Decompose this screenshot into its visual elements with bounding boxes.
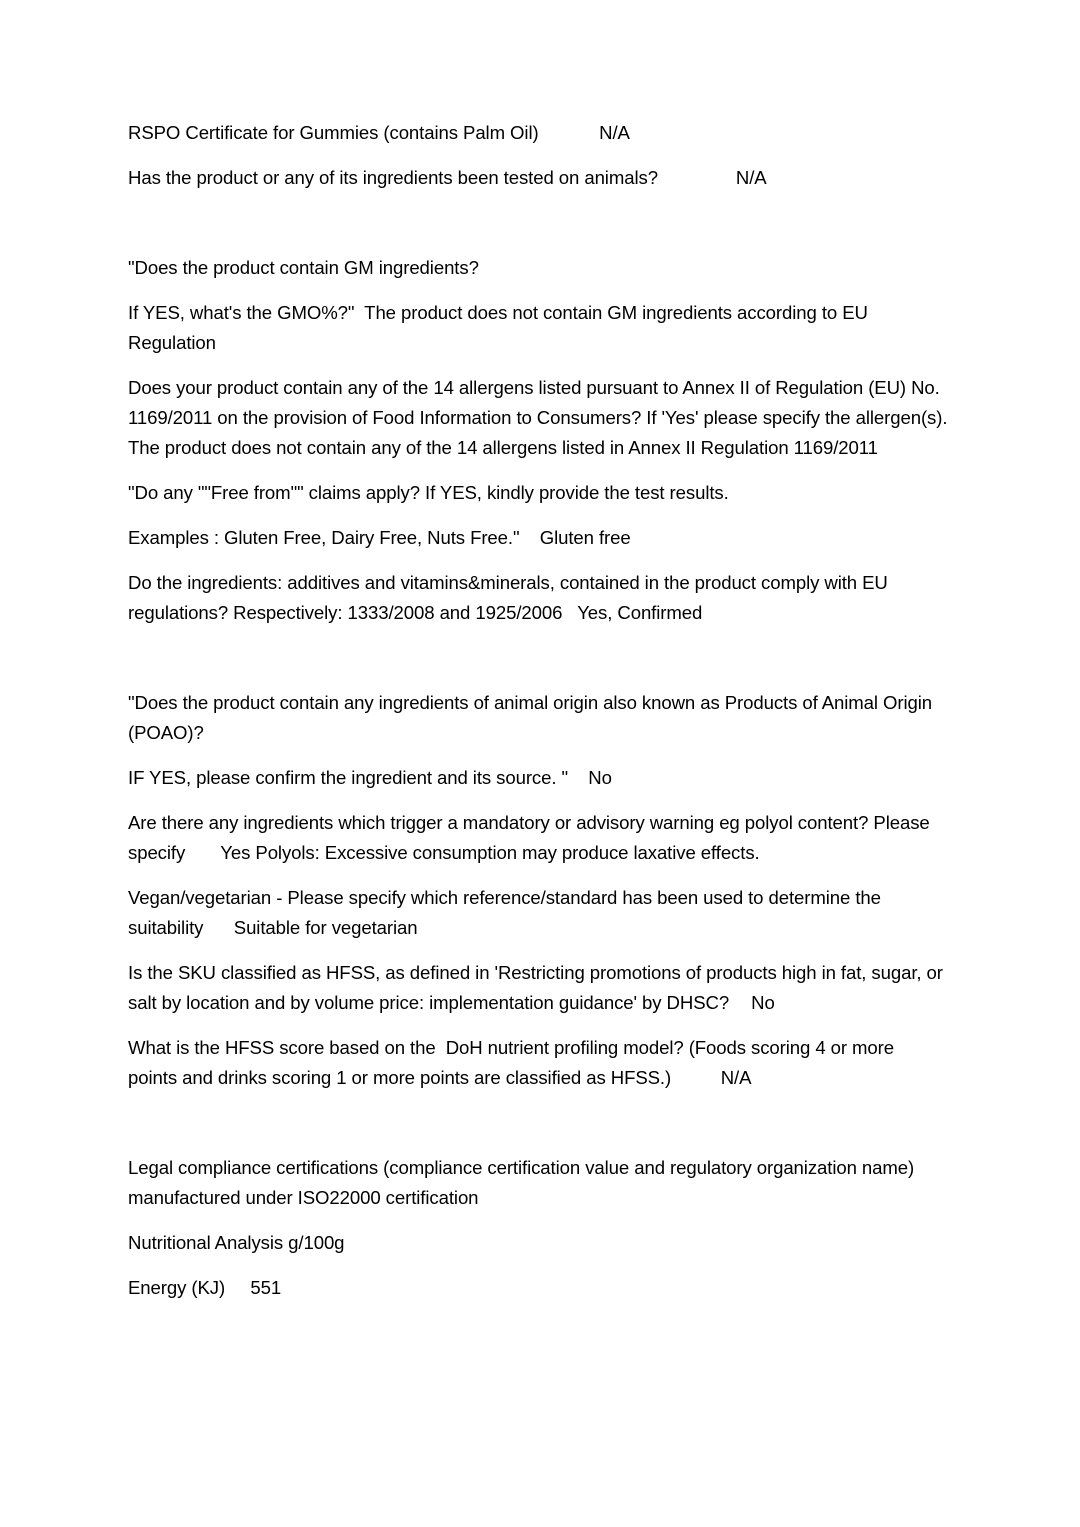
paragraph-spacer-3 [128,1108,948,1138]
paragraph-nutritional-analysis-heading: Nutritional Analysis g/100g [128,1232,345,1253]
paragraph-allergens-annex-ii: Does your product contain any of the 14 allergens listed pursuant to Annex II of Regulation (EU) No. 1169/2011 on the provision of Food Information to Consumers? If 'Yes' please specify the allergen(s). The product does not contain any of the 14 allergens listed in Annex II Regulation 1169/2011 [128,377,953,458]
paragraph-hfss-score: What is the HFSS score based on the DoH nutrient profiling model? (Foods scoring 4 or more points and drinks scoring 1 or more points are classified as HFSS.) N/A [128,1037,900,1088]
paragraph-animal-testing: Has the product or any of its ingredients been tested on animals? N/A [128,167,767,188]
paragraph-additives-eu-compliance: Do the ingredients: additives and vitamins&minerals, contained in the product comply with EU regulations? Respectively: 1333/2008 and 1925/2006 Yes, Confirmed [128,572,893,623]
paragraph-free-from-examples-answer: Examples : Gluten Free, Dairy Free, Nuts Free." Gluten free [128,527,631,548]
paragraph-vegan-vegetarian: Vegan/vegetarian - Please specify which reference/standard has been used to determine the suitability Suitable for vegetarian [128,887,886,938]
paragraph-legal-compliance-certifications: Legal compliance certifications (compliance certification value and regulatory organization name) manufactured under ISO22000 certification [128,1157,930,1208]
paragraph-mandatory-warning-polyol: Are there any ingredients which trigger a mandatory or advisory warning eg polyol content? Please specify Yes Polyols: Excessive consumption may produce laxative effects. [128,812,935,863]
paragraph-spacer-1 [128,208,948,238]
paragraph-rspo-certificate: RSPO Certificate for Gummies (contains Palm Oil) N/A [128,122,630,143]
paragraph-hfss-classification: Is the SKU classified as HFSS, as defined in 'Restricting promotions of products high in fat, sugar, or salt by location and by volume price: implementation guidance' by DHSC? No [128,962,948,1013]
paragraph-spacer-2 [128,643,948,673]
paragraph-energy-kj: Energy (KJ) 551 [128,1277,282,1298]
paragraph-gm-ingredients-question: "Does the product contain GM ingredients? [128,257,479,278]
paragraph-free-from-claims-question: "Do any ""Free from"" claims apply? If YES, kindly provide the test results. [128,482,729,503]
paragraph-poao-answer: IF YES, please confirm the ingredient and its source. " No [128,767,612,788]
paragraph-gmo-percent-answer: If YES, what's the GMO%?" The product does not contain GM ingredients according to EU Regulation [128,302,873,353]
paragraph-poao-question: "Does the product contain any ingredients of animal origin also known as Products of Animal Origin (POAO)? [128,692,938,743]
document-body [128,118,953,1318]
